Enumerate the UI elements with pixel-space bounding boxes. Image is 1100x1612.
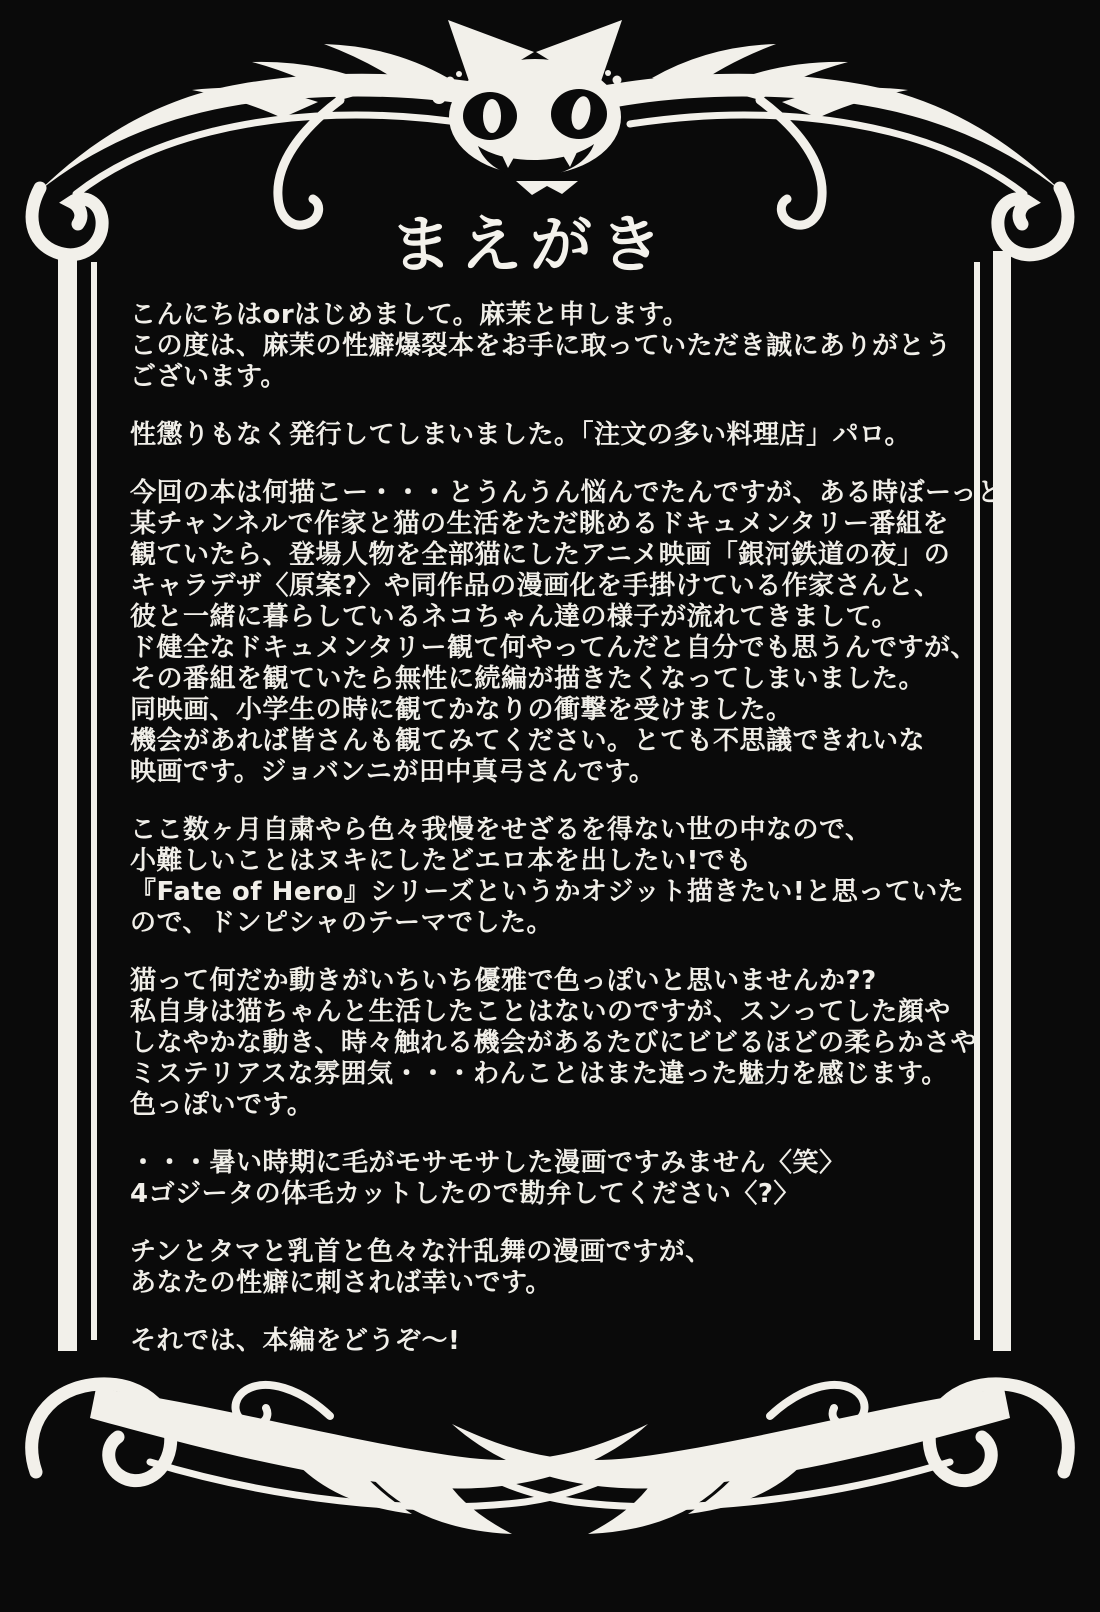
paragraph <box>130 966 1060 1121</box>
text-line: この度は、麻茉の性癖爆裂本をお手に取っていただき誠にありがとう <box>130 331 952 361</box>
paragraph <box>130 300 1060 393</box>
paragraph <box>130 420 1060 451</box>
text-line: 4ゴジータの体毛カットしたので勘弁してください〈?〉 <box>130 1179 800 1209</box>
paragraph <box>130 478 1060 788</box>
text-line: その番組を観ていたら無性に続編が描きたくなってしまいました。 <box>130 664 926 694</box>
left-border-thin-line <box>91 262 97 1340</box>
paragraph <box>130 1237 1060 1299</box>
body-text <box>130 300 1060 1357</box>
text-line: ので、ドンピシャのテーマでした。 <box>130 908 553 938</box>
page-title: まえがき <box>389 208 670 281</box>
text-line: キャラデザ〈原案?〉や同作品の漫画化を手掛けている作家さんと、 <box>130 571 941 601</box>
text-line: あなたの性癖に刺されば幸いです。 <box>130 1268 552 1298</box>
bottom-flourish-icon <box>0 1322 1100 1612</box>
text-line: 観ていたら、登場人物を全部猫にしたアニメ映画「銀河鉄道の夜」の <box>130 540 951 570</box>
text-line: ・・・暑い時期に毛がモサモサした漫画ですみません〈笑〉 <box>130 1148 846 1178</box>
text-line: 機会があれば皆さんも観てみてください。とても不思議できれいな <box>130 726 926 756</box>
text-line: 性懲りもなく発行してしまいました。「注文の多い料理店」パロ。 <box>130 420 911 450</box>
text-line: 私自身は猫ちゃんと生活したことはないのですが、スンってした顔や <box>130 997 951 1027</box>
left-border-thick-line <box>58 251 77 1351</box>
text-line: ここ数ヶ月自粛やら色々我慢をせざるを得ない世の中なので、 <box>130 815 872 845</box>
text-line: それでは、本編をどうぞ〜! <box>130 1326 461 1356</box>
paragraph <box>130 1148 1060 1210</box>
text-line: 彼と一緒に暮らしているネコちゃん達の様子が流れてきまして。 <box>130 602 898 632</box>
text-line: ミステリアスな雰囲気・・・わんことはまた違った魅力を感じます。 <box>130 1059 948 1089</box>
text-line: こんにちはorはじめまして。麻茉と申します。 <box>130 300 690 330</box>
text-line: しなやかな動き、時々触れる機会があるたびにビビるほどの柔らかさや <box>130 1028 977 1058</box>
text-line: チンとタマと乳首と色々な汁乱舞の漫画ですが、 <box>130 1237 712 1267</box>
text-line: 今回の本は何描こー・・・とうんうん悩んでたんですが、ある時ぼーっと <box>130 478 1004 508</box>
text-line: 『Fate of Hero』シリーズというかオジット描きたい!と思っていた <box>130 877 965 907</box>
text-line: 某チャンネルで作家と猫の生活をただ眺めるドキュメンタリー番組を <box>130 509 949 539</box>
paragraph <box>130 815 1060 939</box>
cat-face-icon <box>432 20 635 195</box>
text-line: 映画です。ジョバンニが田中真弓さんです。 <box>130 757 656 787</box>
text-line: ございます。 <box>130 362 287 392</box>
text-line: ド健全なドキュメンタリー観て何やってんだと自分でも思うんですが、 <box>130 633 977 663</box>
text-line: 小難しいことはヌキにしたどエロ本を出したい!でも <box>130 846 752 876</box>
text-line: 猫って何だか動きがいちいち優雅で色っぽいと思いませんか?? <box>130 966 877 996</box>
text-line: 色っぽいです。 <box>130 1090 314 1120</box>
text-line: 同映画、小学生の時に観てかなりの衝撃を受けました。 <box>130 695 793 725</box>
